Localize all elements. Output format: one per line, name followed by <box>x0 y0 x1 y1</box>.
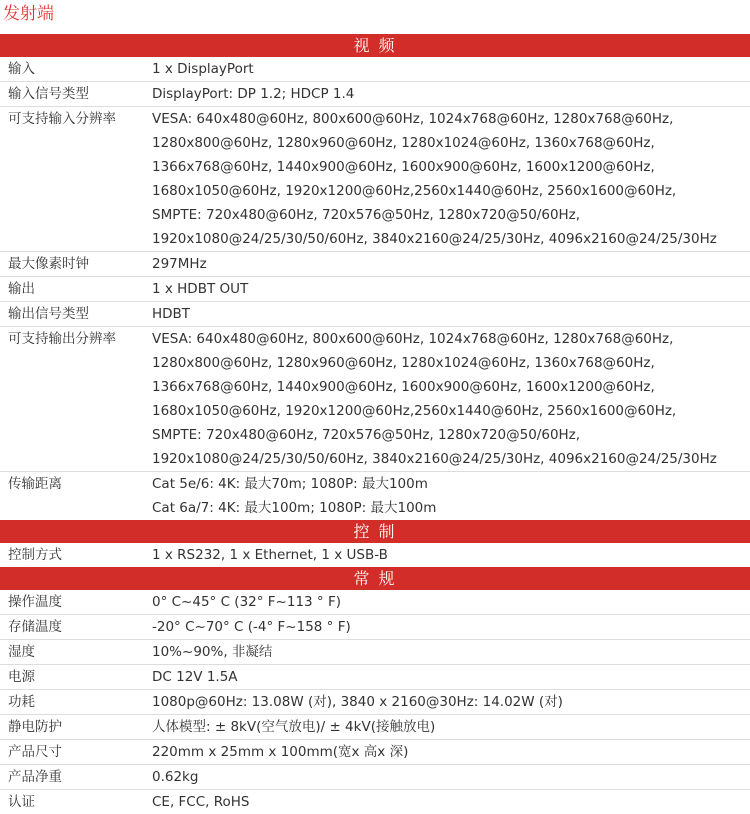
spec-label: 输入信号类型 <box>8 86 89 102</box>
spec-value-line: VESA: 640x480@60Hz, 800x600@60Hz, 1024x768@60Hz, 1280x768@60Hz, <box>152 111 674 127</box>
spec-value-line: 1920x1080@24/25/30/50/60Hz, 3840x2160@24/25/30Hz, 4096x2160@24/25/30Hz <box>152 231 717 247</box>
spec-row-input-resolution <box>0 107 750 252</box>
spec-label: 电源 <box>8 669 35 685</box>
spec-label: 输出信号类型 <box>8 306 89 322</box>
spec-value: 0.62kg <box>152 769 199 785</box>
spec-label: 产品净重 <box>8 769 62 785</box>
spec-value: -20° C~70° C (-4° F~158 ° F) <box>152 619 351 635</box>
spec-value-line: 1280x800@60Hz, 1280x960@60Hz, 1280x1024@60Hz, 1360x768@60Hz, <box>152 135 655 151</box>
spec-row-input-signal <box>0 82 750 107</box>
spec-label: 传输距离 <box>8 476 62 492</box>
spec-value <box>149 107 750 251</box>
spec-label: 操作温度 <box>8 594 62 610</box>
section-header-control: 控 制 <box>0 520 750 543</box>
spec-row-control-method <box>0 543 750 567</box>
spec-value: DC 12V 1.5A <box>152 669 238 685</box>
spec-row-distance <box>0 472 750 520</box>
spec-label: 输入 <box>8 61 35 77</box>
spec-value-line: 1920x1080@24/25/30/50/60Hz, 3840x2160@24/25/30Hz, 4096x2160@24/25/30Hz <box>152 451 717 467</box>
spec-value-line: 1680x1050@60Hz, 1920x1200@60Hz,2560x1440@60Hz, 2560x1600@60Hz, <box>152 183 677 199</box>
spec-value-line: 1366x768@60Hz, 1440x900@60Hz, 1600x900@60Hz, 1600x1200@60Hz, <box>152 159 655 175</box>
spec-label: 可支持输出分辨率 <box>8 331 116 347</box>
spec-value: 人体模型: ± 8kV(空气放电)/ ± 4kV(接触放电) <box>152 719 436 735</box>
spec-value-line: SMPTE: 720x480@60Hz, 720x576@50Hz, 1280x720@50/60Hz, <box>152 427 581 443</box>
spec-row-power-consumption <box>0 690 750 715</box>
spec-value <box>149 472 750 520</box>
spec-value: 1 x HDBT OUT <box>152 281 249 297</box>
spec-value: 0° C~45° C (32° F~113 ° F) <box>152 594 341 610</box>
spec-value: HDBT <box>152 306 191 322</box>
spec-row-power <box>0 665 750 690</box>
spec-row-input <box>0 57 750 82</box>
spec-value-line: Cat 5e/6: 4K: 最大70m; 1080P: 最大100m <box>152 476 428 492</box>
spec-row-output <box>0 277 750 302</box>
spec-row-certification <box>0 790 750 814</box>
spec-row-dimensions <box>0 740 750 765</box>
spec-row-humidity <box>0 640 750 665</box>
spec-value: CE, FCC, RoHS <box>152 794 250 810</box>
spec-label: 输出 <box>8 281 35 297</box>
spec-label: 存储温度 <box>8 619 62 635</box>
spec-row-weight <box>0 765 750 790</box>
spec-value: DisplayPort: DP 1.2; HDCP 1.4 <box>152 86 355 102</box>
spec-label: 功耗 <box>8 694 35 710</box>
spec-row-storage-temp <box>0 615 750 640</box>
section-header-general: 常 规 <box>0 567 750 590</box>
page-title: 发射端 <box>3 4 54 24</box>
spec-row-output-resolution <box>0 327 750 472</box>
spec-label: 控制方式 <box>8 547 62 563</box>
spec-label: 产品尺寸 <box>8 744 62 760</box>
spec-value-line: 1680x1050@60Hz, 1920x1200@60Hz,2560x1440@60Hz, 2560x1600@60Hz, <box>152 403 677 419</box>
spec-label: 最大像素时钟 <box>8 256 89 272</box>
spec-value-line: Cat 6a/7: 4K: 最大100m; 1080P: 最大100m <box>152 500 437 516</box>
spec-value <box>149 327 750 471</box>
section-header-video: 视 频 <box>0 34 750 57</box>
spec-value-line: 1280x800@60Hz, 1280x960@60Hz, 1280x1024@60Hz, 1360x768@60Hz, <box>152 355 655 371</box>
spec-value-line: SMPTE: 720x480@60Hz, 720x576@50Hz, 1280x720@50/60Hz, <box>152 207 581 223</box>
spec-row-pixel-clock <box>0 252 750 277</box>
spec-label: 静电防护 <box>8 719 62 735</box>
spec-row-output-signal <box>0 302 750 327</box>
spec-value: 1 x RS232, 1 x Ethernet, 1 x USB-B <box>152 547 388 563</box>
spec-value: 1 x DisplayPort <box>152 61 254 77</box>
spec-label: 可支持输入分辨率 <box>8 111 116 127</box>
spec-label: 湿度 <box>8 644 35 660</box>
spec-row-operating-temp <box>0 590 750 615</box>
spec-value: 1080p@60Hz: 13.08W (对), 3840 x 2160@30Hz: 14.02W (对) <box>152 694 563 710</box>
spec-value: 10%~90%, 非凝结 <box>152 644 273 660</box>
spec-value-line: VESA: 640x480@60Hz, 800x600@60Hz, 1024x768@60Hz, 1280x768@60Hz, <box>152 331 674 347</box>
spec-value: 297MHz <box>152 256 207 272</box>
spec-value-line: 1366x768@60Hz, 1440x900@60Hz, 1600x900@60Hz, 1600x1200@60Hz, <box>152 379 655 395</box>
spec-value: 220mm x 25mm x 100mm(宽x 高x 深) <box>152 744 409 760</box>
spec-row-esd <box>0 715 750 740</box>
spec-label: 认证 <box>8 794 35 810</box>
